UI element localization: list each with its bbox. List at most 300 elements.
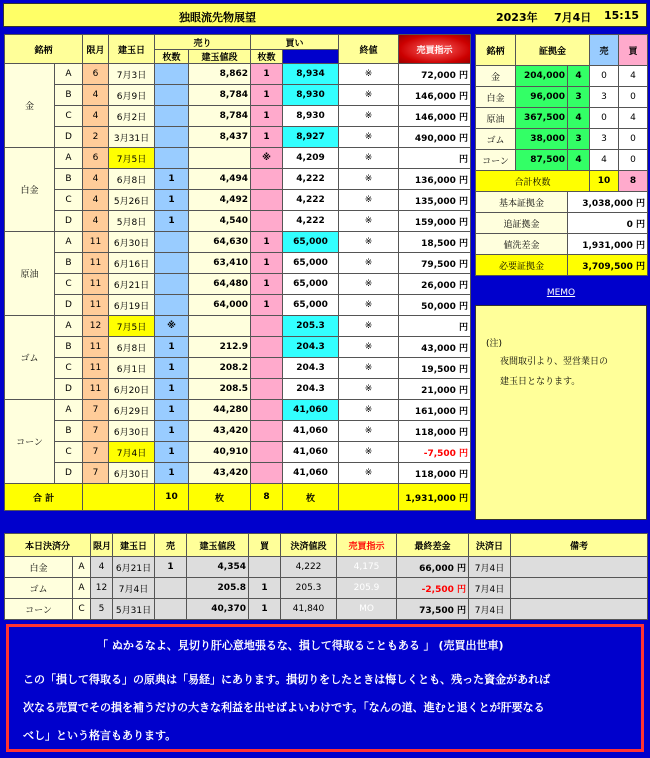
table-row — [5, 442, 471, 463]
side-count: 3 — [568, 87, 590, 108]
side-count: 3 — [568, 129, 590, 150]
month-cell: 4 — [83, 211, 109, 232]
settled-final: 66,000 円 — [397, 557, 469, 578]
side-margin: 87,500 — [516, 150, 568, 171]
close-cell: 65,000 — [283, 232, 339, 253]
date-cell: 6月30日 — [109, 232, 155, 253]
sell-cell — [155, 64, 189, 85]
side-margin: 38,000 — [516, 129, 568, 150]
class-cell: A — [55, 400, 83, 421]
price-cell: 44,280 — [189, 400, 251, 421]
table-row — [5, 190, 471, 211]
date-cell: 6月19日 — [109, 295, 155, 316]
sell-cell: 1 — [155, 211, 189, 232]
date-cell: 6月2日 — [109, 106, 155, 127]
side-sell: 4 — [590, 150, 619, 171]
settled-date: 5月31日 — [113, 599, 155, 620]
close-cell: 8,927 — [283, 127, 339, 148]
summary-label: 必要証拠金 — [476, 255, 568, 276]
diff-cell: 21,000 円 — [399, 379, 471, 400]
total-pad2 — [339, 484, 399, 511]
price-cell: 4,492 — [189, 190, 251, 211]
col-gengetsu: 限月 — [83, 35, 109, 64]
col-kai: 買い — [251, 35, 339, 50]
settled-col-kessai: 決済値段 — [281, 534, 337, 557]
diff-cell: 146,000 円 — [399, 85, 471, 106]
group-name: ゴム — [5, 316, 55, 400]
total-diff: 1,931,000 円 — [399, 484, 471, 511]
total-sell-unit: 枚 — [189, 484, 251, 511]
table-row — [5, 316, 471, 337]
settled-name: 白金 — [5, 557, 73, 578]
class-cell: A — [55, 64, 83, 85]
month-cell: 4 — [83, 85, 109, 106]
sell-cell: 1 — [155, 379, 189, 400]
settled-col-meigara: 本日決済分 — [5, 534, 91, 557]
proverb-line-2: 次なる売買でその損を補うだけの大きな利益を出せばよいわけです。「なんの道、進むと退くとが肝要なる — [23, 701, 545, 714]
header-row — [5, 35, 471, 50]
settled-note — [511, 599, 648, 620]
side-col-shokokin: 証拠金 — [516, 35, 590, 66]
settled-row — [5, 578, 648, 599]
settled-name: コーン — [5, 599, 73, 620]
diff-cell: 円 — [399, 316, 471, 337]
col-baibai: 売買指示 — [399, 35, 471, 64]
settled-settle: 41,840 — [281, 599, 337, 620]
col-meigara: 銘柄 — [5, 35, 83, 64]
side-name: ゴム — [476, 129, 516, 150]
indicator-cell: ※ — [339, 463, 399, 484]
side-buy: 0 — [619, 150, 648, 171]
side-name: 金 — [476, 66, 516, 87]
month-cell: 11 — [83, 358, 109, 379]
memo-title: MEMO — [546, 288, 576, 298]
side-buy: 4 — [619, 66, 648, 87]
month-cell: 6 — [83, 64, 109, 85]
table-row — [5, 127, 471, 148]
buy-cell — [251, 337, 283, 358]
side-buy: 4 — [619, 108, 648, 129]
sell-cell: 1 — [155, 169, 189, 190]
date-cell: 6月20日 — [109, 379, 155, 400]
settled-date: 6月21日 — [113, 557, 155, 578]
indicator-cell: ※ — [339, 274, 399, 295]
proverb-box — [6, 624, 644, 752]
settled-col-baibai: 売買指示 — [337, 534, 397, 557]
header-year: 2023年 — [496, 11, 538, 24]
settled-settle: 205.3 — [281, 578, 337, 599]
date-cell: 3月31日 — [109, 127, 155, 148]
settled-cls: C — [73, 599, 91, 620]
date-cell: 6月29日 — [109, 400, 155, 421]
table-row — [5, 232, 471, 253]
diff-cell: 79,500 円 — [399, 253, 471, 274]
settled-cls: A — [73, 578, 91, 599]
class-cell: C — [55, 106, 83, 127]
month-cell: 4 — [83, 106, 109, 127]
close-cell: 204.3 — [283, 337, 339, 358]
buy-cell: 1 — [251, 232, 283, 253]
close-cell: 204.3 — [283, 358, 339, 379]
diff-cell: 円 — [399, 148, 471, 169]
indicator-cell: ※ — [339, 337, 399, 358]
price-cell: 4,494 — [189, 169, 251, 190]
diff-cell: 161,000 円 — [399, 400, 471, 421]
close-cell: 65,000 — [283, 253, 339, 274]
sell-cell — [155, 148, 189, 169]
indicator-cell: ※ — [339, 400, 399, 421]
settled-col-nedan: 建玉値段 — [187, 534, 249, 557]
summary-label: 基本証拠金 — [476, 192, 568, 213]
summary-row — [476, 213, 648, 234]
settled-row — [5, 599, 648, 620]
buy-cell: 1 — [251, 295, 283, 316]
settled-note — [511, 578, 648, 599]
date-cell: 6月30日 — [109, 463, 155, 484]
sell-cell: ※ — [155, 316, 189, 337]
diff-cell: 118,000 円 — [399, 421, 471, 442]
month-cell: 11 — [83, 232, 109, 253]
buy-cell — [251, 400, 283, 421]
buy-cell — [251, 169, 283, 190]
table-row — [5, 106, 471, 127]
price-cell: 64,480 — [189, 274, 251, 295]
month-cell: 4 — [83, 190, 109, 211]
close-cell: 41,060 — [283, 421, 339, 442]
side-total-row — [476, 171, 648, 192]
side-name: コーン — [476, 150, 516, 171]
settled-col-gengetsu: 限月 — [91, 534, 113, 557]
settled-price: 40,370 — [187, 599, 249, 620]
side-count: 4 — [568, 150, 590, 171]
side-name: 原油 — [476, 108, 516, 129]
settled-sdate: 7月4日 — [469, 599, 511, 620]
price-cell — [189, 316, 251, 337]
summary-value: 1,931,000 円 — [568, 234, 648, 255]
col-buy-count: 枚数 — [251, 50, 283, 64]
margin-table — [475, 34, 648, 276]
buy-cell — [251, 421, 283, 442]
summary-label: 値洗差金 — [476, 234, 568, 255]
sell-cell: 1 — [155, 463, 189, 484]
close-cell: 205.3 — [283, 316, 339, 337]
price-cell: 64,000 — [189, 295, 251, 316]
buy-cell: 1 — [251, 85, 283, 106]
group-name: 金 — [5, 64, 55, 148]
table-row — [5, 274, 471, 295]
settled-price: 205.8 — [187, 578, 249, 599]
side-row — [476, 129, 648, 150]
sell-cell — [155, 253, 189, 274]
side-header-row — [476, 35, 648, 66]
close-cell: 4,209 — [283, 148, 339, 169]
page-title: 独眼流先物展望 — [179, 11, 256, 24]
proverb-title: 「 ぬかるなよ、見切り肝心意地張るな、損して得取ることもある 」 (売買出世車) — [97, 639, 504, 652]
summary-value: 3,038,000 円 — [568, 192, 648, 213]
table-row — [5, 463, 471, 484]
buy-cell — [251, 379, 283, 400]
table-row — [5, 295, 471, 316]
settled-col-kai: 買 — [249, 534, 281, 557]
side-total-sell: 10 — [590, 171, 619, 192]
price-cell: 208.5 — [189, 379, 251, 400]
diff-cell: 146,000 円 — [399, 106, 471, 127]
side-sell: 3 — [590, 87, 619, 108]
col-tategyokubi: 建玉日 — [109, 35, 155, 64]
indicator-cell: ※ — [339, 211, 399, 232]
close-cell: 204.3 — [283, 379, 339, 400]
buy-cell: 1 — [251, 274, 283, 295]
class-cell: A — [55, 316, 83, 337]
diff-cell: 136,000 円 — [399, 169, 471, 190]
price-cell: 8,784 — [189, 85, 251, 106]
class-cell: D — [55, 295, 83, 316]
header-time: 15:15 — [604, 9, 640, 22]
side-sell: 3 — [590, 129, 619, 150]
buy-cell — [251, 442, 283, 463]
close-cell: 41,060 — [283, 400, 339, 421]
indicator-cell: ※ — [339, 169, 399, 190]
buy-cell: 1 — [251, 64, 283, 85]
class-cell: C — [55, 358, 83, 379]
side-row — [476, 150, 648, 171]
side-sell: 0 — [590, 108, 619, 129]
side-margin: 96,000 — [516, 87, 568, 108]
settled-month: 4 — [91, 557, 113, 578]
class-cell: A — [55, 148, 83, 169]
proverb-line-1: この「損して得取る」の原典は「易経」にあります。損切りをしたときは悔しくとも、残った資金があれば — [23, 673, 551, 686]
table-row — [5, 253, 471, 274]
class-cell: C — [55, 442, 83, 463]
buy-cell — [251, 190, 283, 211]
class-cell: A — [55, 232, 83, 253]
buy-cell: 1 — [251, 106, 283, 127]
sell-cell — [155, 232, 189, 253]
col-owarine: 終値 — [339, 35, 399, 64]
memo-line-3: 建玉日となります。 — [500, 377, 581, 387]
class-cell: D — [55, 211, 83, 232]
side-sell: 0 — [590, 66, 619, 87]
settled-header-row — [5, 534, 648, 557]
settled-cls: A — [73, 557, 91, 578]
header-date: 7月4日 — [554, 11, 592, 24]
settled-col-tategyokubi: 建玉日 — [113, 534, 155, 557]
total-pad1 — [83, 484, 155, 511]
table-row — [5, 358, 471, 379]
proverb-line-3: べし」という格言もあります。 — [23, 729, 177, 742]
side-row — [476, 87, 648, 108]
summary-label: 追証拠金 — [476, 213, 568, 234]
sell-cell — [155, 85, 189, 106]
settled-name: ゴム — [5, 578, 73, 599]
date-cell: 6月9日 — [109, 85, 155, 106]
col-tategyoku-nedan: 建玉値段 — [189, 50, 251, 64]
summary-row — [476, 192, 648, 213]
diff-cell: 490,000 円 — [399, 127, 471, 148]
diff-cell: 18,500 円 — [399, 232, 471, 253]
side-col-uri: 売 — [590, 35, 619, 66]
sell-cell: 1 — [155, 442, 189, 463]
positions-table — [4, 34, 471, 511]
indicator-cell: ※ — [339, 442, 399, 463]
side-count: 4 — [568, 66, 590, 87]
side-col-kai: 買 — [619, 35, 648, 66]
summary-row — [476, 234, 648, 255]
col-uri: 売り — [155, 35, 251, 50]
sell-cell: 1 — [155, 400, 189, 421]
settled-table — [4, 533, 648, 620]
settled-ind: 4,175 — [337, 557, 397, 578]
indicator-cell: ※ — [339, 253, 399, 274]
date-cell: 6月21日 — [109, 274, 155, 295]
price-cell: 8,784 — [189, 106, 251, 127]
date-cell: 7月4日 — [109, 442, 155, 463]
memo-line-2: 夜間取引より、翌営業日の — [500, 357, 609, 367]
side-margin: 367,500 — [516, 108, 568, 129]
month-cell: 11 — [83, 253, 109, 274]
class-cell: B — [55, 169, 83, 190]
diff-cell: 19,500 円 — [399, 358, 471, 379]
table-row — [5, 64, 471, 85]
indicator-cell: ※ — [339, 421, 399, 442]
indicator-cell: ※ — [339, 106, 399, 127]
settled-sell — [155, 599, 187, 620]
side-total-label: 合計枚数 — [476, 171, 590, 192]
settled-col-saishu: 最終差金 — [397, 534, 469, 557]
date-cell: 5月26日 — [109, 190, 155, 211]
sell-cell: 1 — [155, 421, 189, 442]
side-col-meigara: 銘柄 — [476, 35, 516, 66]
price-cell: 8,862 — [189, 64, 251, 85]
close-cell: 8,930 — [283, 106, 339, 127]
settled-sdate: 7月4日 — [469, 557, 511, 578]
buy-cell: ※ — [251, 148, 283, 169]
table-row — [5, 421, 471, 442]
total-row — [5, 484, 471, 511]
indicator-cell: ※ — [339, 148, 399, 169]
class-cell: D — [55, 379, 83, 400]
group-name: 原油 — [5, 232, 55, 316]
summary-row — [476, 255, 648, 276]
side-count: 4 — [568, 108, 590, 129]
buy-cell — [251, 463, 283, 484]
close-cell: 8,934 — [283, 64, 339, 85]
class-cell: C — [55, 190, 83, 211]
diff-cell: -7,500 円 — [399, 442, 471, 463]
month-cell: 12 — [83, 316, 109, 337]
close-cell: 8,930 — [283, 85, 339, 106]
settled-settle: 4,222 — [281, 557, 337, 578]
col-sell-count: 枚数 — [155, 50, 189, 64]
price-cell: 43,420 — [189, 463, 251, 484]
price-cell: 40,910 — [189, 442, 251, 463]
header-bar — [3, 3, 647, 27]
side-name: 白金 — [476, 87, 516, 108]
total-label: 合 計 — [5, 484, 83, 511]
class-cell: B — [55, 253, 83, 274]
settled-ind: 205.9 — [337, 578, 397, 599]
price-cell: 64,630 — [189, 232, 251, 253]
indicator-cell: ※ — [339, 379, 399, 400]
class-cell: B — [55, 337, 83, 358]
settled-col-uri: 売 — [155, 534, 187, 557]
indicator-cell: ※ — [339, 295, 399, 316]
date-cell: 6月16日 — [109, 253, 155, 274]
month-cell: 6 — [83, 148, 109, 169]
close-cell: 41,060 — [283, 442, 339, 463]
buy-cell: 1 — [251, 253, 283, 274]
settled-sell — [155, 578, 187, 599]
indicator-cell: ※ — [339, 316, 399, 337]
close-cell: 65,000 — [283, 274, 339, 295]
date-cell: 7月3日 — [109, 64, 155, 85]
sell-cell: 1 — [155, 337, 189, 358]
side-buy: 0 — [619, 129, 648, 150]
month-cell: 11 — [83, 295, 109, 316]
buy-cell — [251, 316, 283, 337]
price-cell — [189, 148, 251, 169]
date-cell: 6月8日 — [109, 337, 155, 358]
class-cell: D — [55, 463, 83, 484]
settled-sdate: 7月4日 — [469, 578, 511, 599]
class-cell: B — [55, 85, 83, 106]
summary-value: 0 円 — [568, 213, 648, 234]
total-sell: 10 — [155, 484, 189, 511]
close-cell: 4,222 — [283, 211, 339, 232]
month-cell: 7 — [83, 463, 109, 484]
group-name: 白金 — [5, 148, 55, 232]
table-row — [5, 400, 471, 421]
settled-note — [511, 557, 648, 578]
table-row — [5, 379, 471, 400]
buy-cell — [251, 358, 283, 379]
indicator-cell: ※ — [339, 358, 399, 379]
table-row — [5, 169, 471, 190]
sell-cell — [155, 106, 189, 127]
diff-cell: 50,000 円 — [399, 295, 471, 316]
indicator-cell: ※ — [339, 232, 399, 253]
price-cell: 8,437 — [189, 127, 251, 148]
settled-row — [5, 557, 648, 578]
class-cell: C — [55, 274, 83, 295]
month-cell: 4 — [83, 169, 109, 190]
price-cell: 212.9 — [189, 337, 251, 358]
sell-cell — [155, 127, 189, 148]
indicator-cell: ※ — [339, 64, 399, 85]
month-cell: 11 — [83, 274, 109, 295]
sell-cell — [155, 295, 189, 316]
settled-ind: MO — [337, 599, 397, 620]
settled-buy: 1 — [249, 578, 281, 599]
buy-cell — [251, 211, 283, 232]
diff-cell: 43,000 円 — [399, 337, 471, 358]
date-cell: 5月8日 — [109, 211, 155, 232]
diff-cell: 26,000 円 — [399, 274, 471, 295]
settled-final: -2,500 円 — [397, 578, 469, 599]
diff-cell: 72,000 円 — [399, 64, 471, 85]
sell-cell: 1 — [155, 358, 189, 379]
price-cell: 208.2 — [189, 358, 251, 379]
month-cell: 11 — [83, 337, 109, 358]
settled-buy: 1 — [249, 599, 281, 620]
close-cell: 41,060 — [283, 463, 339, 484]
group-name: コーン — [5, 400, 55, 484]
class-cell: D — [55, 127, 83, 148]
diff-cell: 118,000 円 — [399, 463, 471, 484]
price-cell: 43,420 — [189, 421, 251, 442]
table-row — [5, 337, 471, 358]
month-cell: 7 — [83, 421, 109, 442]
